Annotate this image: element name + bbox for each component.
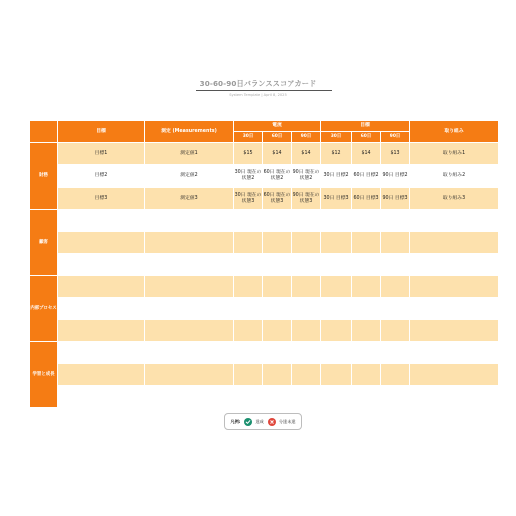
measurement-cell: 測定値2	[145, 165, 234, 188]
legend	[224, 413, 302, 430]
header-goal: 目標	[58, 121, 145, 143]
initiative-cell: 取り組み1	[410, 143, 499, 165]
x-circle-icon	[268, 418, 276, 426]
table-row	[30, 210, 499, 232]
legend-item-not-achieved	[268, 418, 296, 426]
perspective-internal-process: 内部プロセス	[30, 276, 58, 342]
current-30-cell: 30日 現在の状態2	[234, 165, 263, 188]
header-corner	[30, 121, 58, 143]
table-row	[30, 276, 499, 298]
page-title: 30-60-90日バランススコアカード	[199, 79, 317, 88]
table-row	[30, 254, 499, 276]
measurement-cell: 測定値3	[145, 188, 234, 210]
header-target-60: 60日	[352, 132, 381, 143]
initiative-cell: 取り組み3	[410, 188, 499, 210]
target-90-cell: 90日 目標2	[381, 165, 410, 188]
goal-cell: 目標2	[58, 165, 145, 188]
perspective-learning-growth: 学習と成長	[30, 342, 58, 408]
current-90-cell: 90日 現在の状態2	[292, 165, 321, 188]
table-row	[30, 232, 499, 254]
check-circle-icon	[244, 418, 252, 426]
table-row	[30, 143, 499, 165]
legend-achieved-text: 達成	[255, 418, 264, 424]
scorecard-table	[29, 120, 499, 408]
measurement-cell: 測定値1	[145, 143, 234, 165]
target-60-cell: 60日 目標2	[352, 165, 381, 188]
header-target: 目標	[321, 121, 410, 132]
table-row	[30, 320, 499, 342]
current-30-cell: $15	[234, 143, 263, 165]
goal-cell: 目標1	[58, 143, 145, 165]
goal-cell: 目標3	[58, 188, 145, 210]
table-row	[30, 298, 499, 320]
header-current-30: 30日	[234, 132, 263, 143]
header-measurement: 測定 (Measurements)	[145, 121, 234, 143]
table-row	[30, 386, 499, 408]
current-60-cell: $14	[263, 143, 292, 165]
legend-not-achieved-text: 分達未達	[278, 418, 296, 424]
legend-label: 凡例:	[230, 418, 241, 424]
current-90-cell: 90日 現在の状態3	[292, 188, 321, 210]
legend-item-achieved	[244, 418, 263, 426]
page-subtitle: System Template | April 8, 2025	[229, 93, 287, 97]
target-30-cell: $12	[321, 143, 352, 165]
header-initiatives: 取り組み	[410, 121, 499, 143]
target-90-cell: 90日 目標3	[381, 188, 410, 210]
perspective-customer: 顧客	[30, 210, 58, 276]
table-row	[30, 165, 499, 188]
header-current-90: 90日	[292, 132, 321, 143]
table-row	[30, 364, 499, 386]
perspective-finance: 財務	[30, 143, 58, 210]
header-current: 電流	[234, 121, 321, 132]
header-target-90: 90日	[381, 132, 410, 143]
table-row	[30, 342, 499, 364]
target-60-cell: $14	[352, 143, 381, 165]
target-30-cell: 30日 目標2	[321, 165, 352, 188]
header-target-30: 30日	[321, 132, 352, 143]
current-60-cell: 60日 現在の状態2	[263, 165, 292, 188]
current-60-cell: 60日 現在の状態3	[263, 188, 292, 210]
table-row	[30, 188, 499, 210]
header-current-60: 60日	[263, 132, 292, 143]
current-30-cell: 30日 現在の状態3	[234, 188, 263, 210]
current-90-cell: $14	[292, 143, 321, 165]
initiative-cell: 取り組み2	[410, 165, 499, 188]
title-underline	[196, 90, 332, 91]
target-30-cell: 30日 目標3	[321, 188, 352, 210]
target-60-cell: 60日 目標3	[352, 188, 381, 210]
target-90-cell: $13	[381, 143, 410, 165]
